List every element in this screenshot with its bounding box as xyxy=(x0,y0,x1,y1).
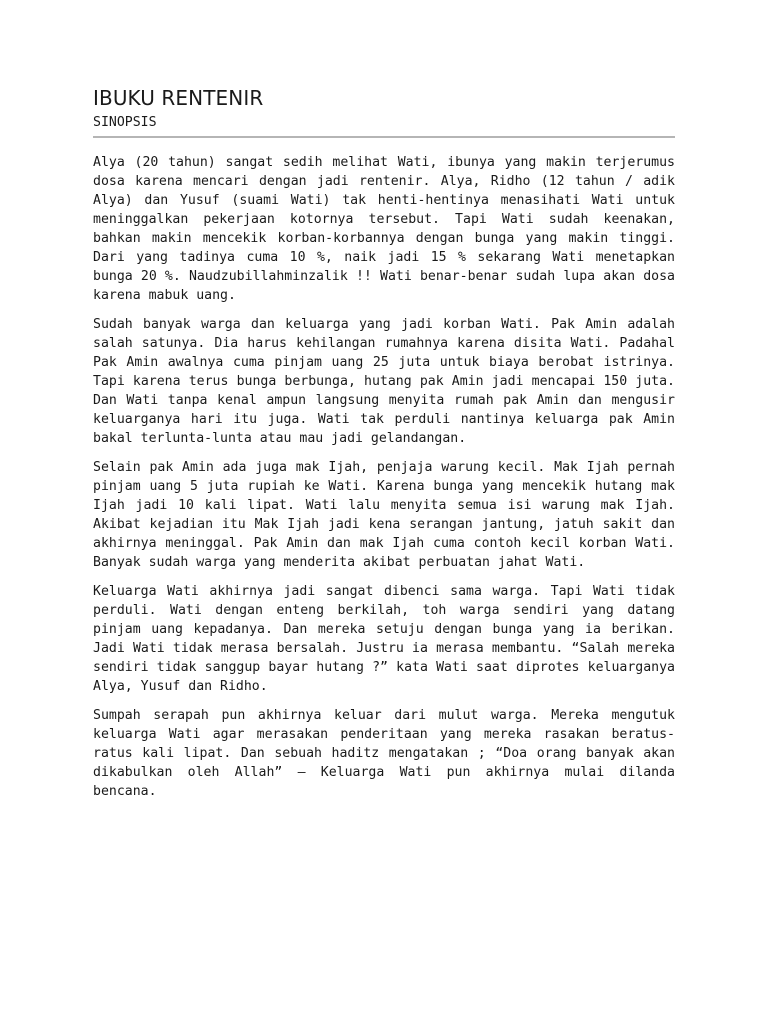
document-body xyxy=(93,153,675,801)
paragraph-4: Keluarga Wati akhirnya jadi sangat dibenci sama warga. Tapi Wati tidak perduli. Wati dengan enteng berkilah, toh warga sendiri yang datang pinjam uang kepadanya. Dan mereka setuju dengan bunga yang ia berikan. Jadi Wati tidak merasa bersalah. Justru ia merasa membantu. “Salah mereka sendiri tidak sanggup bayar hutang ?” kata Wati saat diprotes keluarganya Alya, Yusuf dan Ridho. xyxy=(93,584,675,694)
paragraph-3: Selain pak Amin ada juga mak Ijah, penjaja warung kecil. Mak Ijah pernah pinjam uang 5 juta rupiah ke Wati. Karena bunga yang mencekik hutang mak Ijah jadi 10 kali lipat. Wati lalu menyita semua isi warung mak Ijah. Akibat kejadian itu Mak Ijah jadi kena serangan jantung, jatuh sakit dan akhirnya meninggal. Pak Amin dan mak Ijah cuma contoh kecil korban Wati. Banyak sudah warga yang menderita akibat perbuatan jahat Wati. xyxy=(93,460,675,570)
document-page xyxy=(93,86,675,811)
paragraph-5: Sumpah serapah pun akhirnya keluar dari mulut warga. Mereka mengutuk keluarga Wati agar merasakan penderitaan yang mereka rasakan beratus-ratus kali lipat. Dan sebuah haditz mengatakan ; “Doa orang banyak akan dikabulkan oleh Allah” – Keluarga Wati pun akhirnya mulai dilanda bencana. xyxy=(93,708,675,799)
title-divider xyxy=(93,136,675,138)
document-title: IBUKU RENTENIR xyxy=(93,86,264,110)
paragraph-1: Alya (20 tahun) sangat sedih melihat Wati, ibunya yang makin terjerumus dosa karena mencari dengan jadi rentenir. Alya, Ridho (12 tahun / adik Alya) dan Yusuf (suami Wati) tak henti-hentinya menasihati Wati untuk meninggalkan pekerjaan kotornya tersebut. Tapi Wati sudah keenakan, bahkan makin mencekik korban-korbannya dengan bunga yang makin tinggi. Dari yang tadinya cuma 10 %, naik jadi 15 % sekarang Wati menetapkan bunga 20 %. Naudzubillahminzalik !! Wati benar-benar sudah lupa akan dosa karena mabuk uang. xyxy=(93,155,675,303)
paragraph-2: Sudah banyak warga dan keluarga yang jadi korban Wati. Pak Amin adalah salah satunya. Dia harus kehilangan rumahnya karena disita Wati. Padahal Pak Amin awalnya cuma pinjam uang 25 juta untuk biaya berobat istrinya. Tapi karena terus bunga berbunga, hutang pak Amin jadi mencapai 150 juta. Dan Wati tanpa kenal ampun langsung menyita rumah pak Amin dan mengusir keluarganya hari itu juga. Wati tak perduli nantinya keluarga pak Amin bakal terlunta-lunta atau mau jadi gelandangan. xyxy=(93,317,675,446)
document-subtitle: SINOPSIS xyxy=(93,115,157,130)
